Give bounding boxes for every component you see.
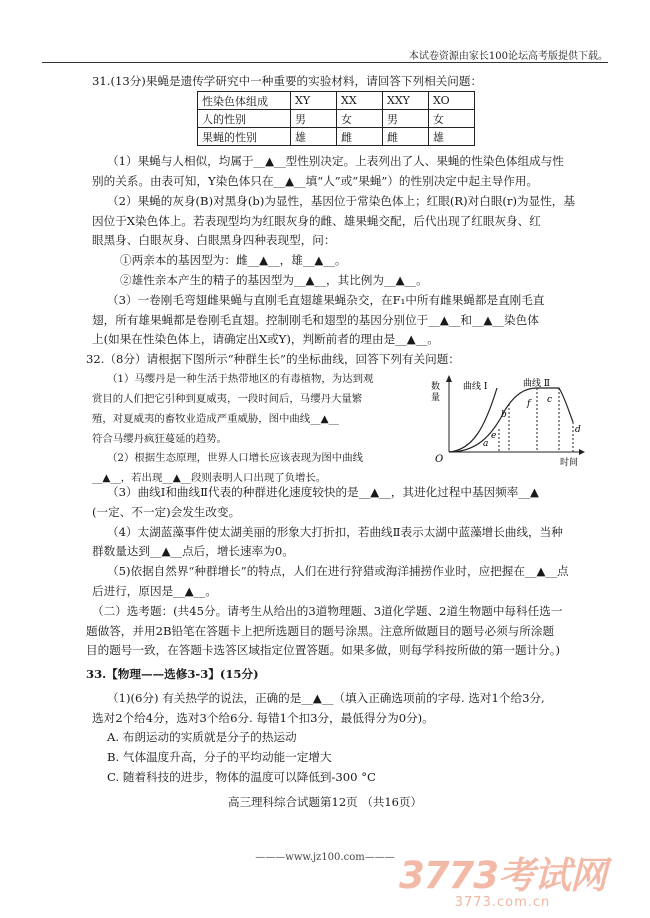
q31-title: 31.(13分)果蝇是遗传学研究中一种重要的实验材料，请回答下列相关问题： [92, 74, 483, 88]
population-growth-chart [425, 372, 585, 467]
point-label-e: e [491, 431, 497, 441]
source-url: ———www.jz100.com——— [255, 852, 395, 863]
q32-line: 群数量达到__▲__点后，增长速率为0。 [92, 544, 294, 558]
section2-line: （二）选考题：(共45分。请考生从给出的3道物理题、3道化学题、2道生物题中每科任选一 [92, 604, 563, 618]
q32-line: 赏目的人们把它引种到夏威夷，一段时间后，马缨丹大量繁 [92, 393, 363, 405]
logo-domain: 3773.com.cn [454, 895, 551, 910]
q32-line: （5)依据自然界“种群增长”的特点，人们在进行狩猎或海洋捕捞作业时，应把握在__▲__点 [107, 564, 569, 578]
x-axis-arrow [579, 449, 585, 455]
q32-line: 符合马缨丹疯狂蔓延的趋势。 [92, 433, 228, 445]
q31-line: 上(如果在性染色体上，请确定出X或Y)，判断前者的理由是__▲__。 [92, 332, 439, 346]
q31-line: 眼黑身、白眼灰身、白眼黑身四种表现型，问： [92, 233, 336, 247]
header-rule [42, 62, 608, 63]
table-row [198, 110, 475, 128]
sex-chromosome-table [197, 91, 475, 146]
curve-2-label: 曲线 Ⅱ [523, 379, 550, 389]
table-cell: 雄 [291, 128, 337, 146]
table-cell: 男 [291, 110, 337, 128]
point-label-f: f [527, 399, 531, 409]
header-note: 本试卷资源由家长100论坛高考版提供下载。 [408, 51, 608, 62]
curve-2 [449, 388, 573, 452]
x-axis-label: 时间 [560, 458, 579, 467]
q32-line: 殖，对夏威夷的畜牧业造成严重威胁，图中曲线__▲__ [92, 413, 339, 425]
q31-line: （1）果蝇与人相似，均属于__▲__型性别决定。上表列出了人、果蝇的性染色体组成与性 [107, 154, 564, 168]
table-cell: 雌 [383, 128, 429, 146]
table-cell: XXY [383, 92, 429, 110]
q33-option-b: B. 气体温度升高，分子的平均动能一定增大 [107, 750, 332, 764]
q32-line: （1）马缨丹是一种生活于热带地区的有毒植物，为达到观 [107, 373, 374, 385]
point-label-b: b [501, 410, 507, 420]
section2-line: 题做答，并用2B铅笔在答题卡上把所选题目的题号涂黑。注意所做题目的题号必须与所涂题 [86, 624, 555, 638]
table-cell: 性染色体组成 [198, 92, 291, 110]
table-cell: 女 [429, 110, 475, 128]
watermark-logo [399, 854, 606, 910]
q31-line: （2）果蝇的灰身(B)对黑身(b)为显性，基因位于常染色体上；红眼(R)对白眼(r)为显性，基 [107, 194, 575, 208]
table-cell: 男 [383, 110, 429, 128]
q31-line: （3）一卷刚毛弯翅雌果蝇与直刚毛直翅雄果蝇杂交，在F₁中所有雌果蝇都是直刚毛直 [107, 293, 545, 307]
curve-1-label: 曲线 Ⅰ [463, 382, 488, 392]
table-row [198, 128, 475, 146]
q33-line: 选对2个给4分，选对3个给6分. 每错1个扣3分，最低得分为0分)。 [92, 711, 434, 725]
q32-line: __▲__，若出现__▲__段则表明人口出现了负增长。 [92, 472, 327, 484]
y-axis-arrow [446, 375, 452, 382]
q33-title: 33.【物理——选修3-3】(15分) [86, 667, 259, 681]
q33-line: （1)(6分) 有关热学的说法，正确的是__▲__（填入正确选项前的字母. 选对1个给3分, [107, 691, 545, 705]
table-cell: XO [429, 92, 475, 110]
q32-line: （4）太湖蓝藻事件使太湖美丽的形象大打折扣，若曲线Ⅱ表示太湖中蓝藻增长曲线，当种 [107, 525, 563, 539]
logo-text: 3773考试网 [399, 854, 606, 897]
q31-line: ①两亲本的基因型为：雌__▲__，雄__▲__。 [120, 253, 347, 267]
q32-title: 32.（8分）请根据下图所示“种群生长”的坐标曲线，回答下列有关问题： [86, 352, 460, 366]
y-axis-label-2: 量 [431, 393, 441, 403]
table-cell: 雌 [337, 128, 383, 146]
table-cell: 女 [337, 110, 383, 128]
point-label-a: a [483, 439, 489, 449]
q31-line: ②雄性亲本产生的精子的基因型为__▲__，其比例为__▲__。 [120, 273, 428, 287]
table-cell: XX [337, 92, 383, 110]
curve-1 [449, 388, 497, 452]
q31-line: 因位于X染色体上。若表现型均为红眼灰身的雌、雄果蝇交配，后代出现了红眼灰身、红 [92, 214, 541, 228]
q32-line: （3）曲线Ⅰ和曲线Ⅱ代表的种群进化速度较快的是__▲__，其进化过程中基因频率__▲ [107, 485, 539, 499]
page-footer: 高三理科综合试题第12页 （共16页） [228, 795, 422, 809]
table-cell: XY [291, 92, 337, 110]
y-axis-label-1: 数 [431, 382, 441, 392]
point-label-d: d [575, 425, 581, 435]
table-cell: 果蝇的性别 [198, 128, 291, 146]
q33-option-a: A. 布朗运动的实质就是分子的热运动 [107, 730, 297, 744]
table-cell: 雄 [429, 128, 475, 146]
q31-line: 别的关系。由表可知，Y染色体只在__▲__填“人”或“果蝇”）的性别决定中起主导作用。 [92, 174, 539, 188]
table-row [198, 92, 475, 110]
section2-line: 目的题号一致，在答题卡选答区域指定位置答题。如果多做，则每学科按所做的第一题计分。) [86, 643, 561, 657]
q32-line: （2）根据生态原理，世界人口增长应该表现为图中曲线 [107, 452, 363, 464]
q33-option-c: C. 随着科技的进步，物体的温度可以降低到-300 °C [107, 770, 376, 784]
point-label-c: c [547, 395, 553, 405]
q32-line: (一定、不一定)会发生改变。 [92, 505, 241, 519]
table-cell: 人的性别 [198, 110, 291, 128]
q32-line: 后进行，原因是__▲__。 [92, 584, 217, 598]
origin-label: O [435, 454, 444, 465]
q31-line: 翅，所有雄果蝇都是卷刚毛直翅。控制刚毛和翅型的基因分别位于__▲__和__▲__染色体 [92, 313, 539, 327]
